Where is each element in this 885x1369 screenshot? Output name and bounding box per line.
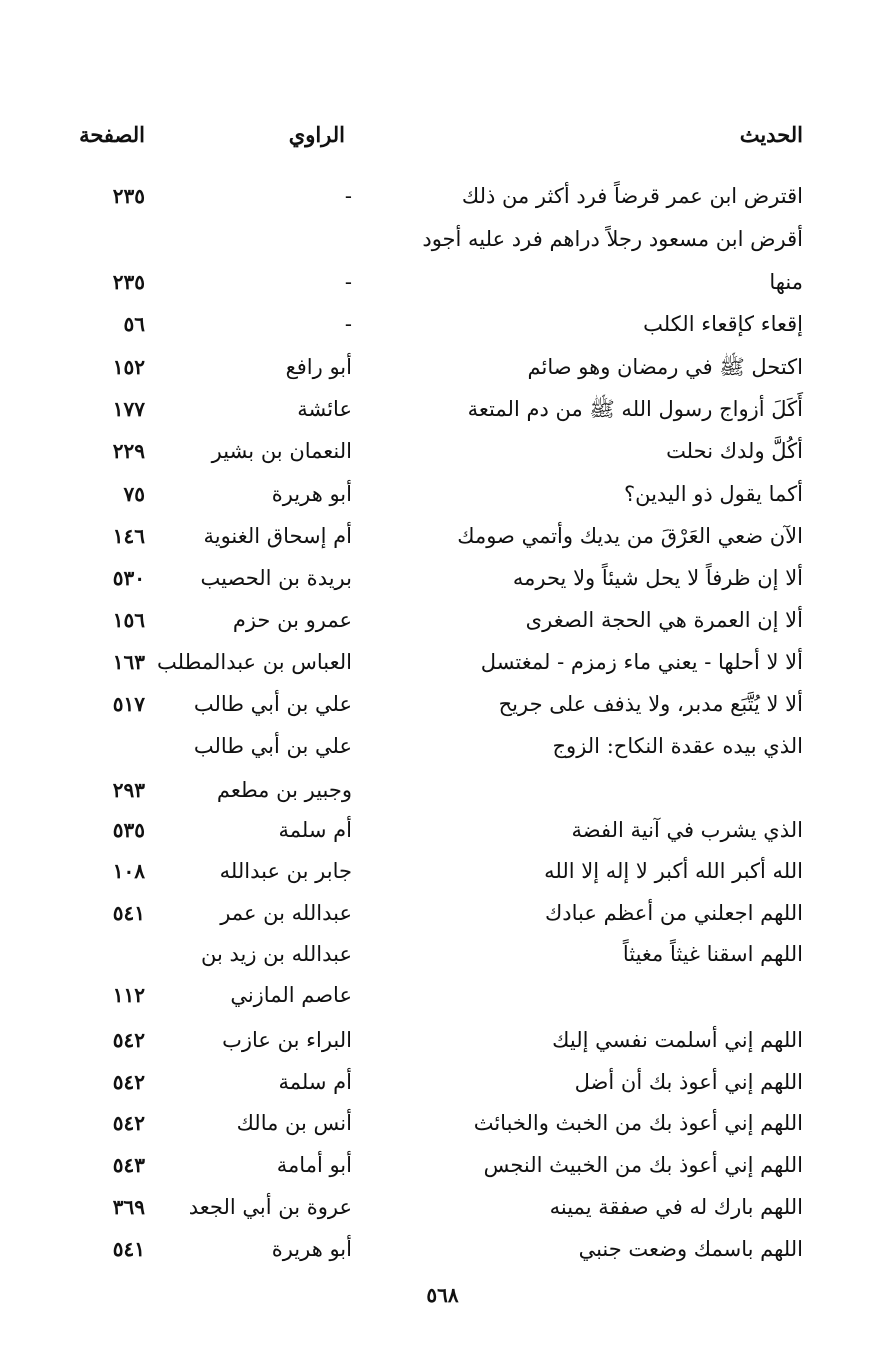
page-reference: ١٤٦ — [112, 524, 145, 548]
narrator-name: عاصم المازني — [230, 983, 352, 1007]
hadith-text: اللهم اسقنا غيثاً مغيثاً — [622, 942, 803, 966]
page-reference: ١٥٦ — [112, 608, 145, 632]
page-reference: ٥٤٢ — [112, 1028, 145, 1052]
page-reference: ٥٣٠ — [112, 566, 145, 590]
page-reference: ١٧٧ — [112, 397, 145, 421]
page-reference: ٣٦٩ — [112, 1195, 145, 1219]
page-reference: ٥٣٥ — [112, 818, 145, 842]
narrator-name: البراء بن عازب — [222, 1028, 352, 1052]
page-reference: ٥٤١ — [112, 1237, 145, 1261]
page-reference: ١١٢ — [112, 983, 145, 1007]
page-reference: ١٥٢ — [112, 355, 145, 379]
hadith-text: ألا لا يُتَّبَع مدبر، ولا يذفف على جريح — [498, 692, 803, 716]
page-reference: ٥٤١ — [112, 901, 145, 925]
page-reference: ٢٢٩ — [112, 439, 145, 463]
page-reference: ٧٥ — [123, 482, 145, 506]
page-reference: ٥٤٣ — [112, 1153, 145, 1177]
narrator-name: وجبير بن مطعم — [216, 778, 352, 802]
narrator-name: بريدة بن الحصيب — [200, 566, 352, 590]
narrator-name: عائشة — [297, 397, 352, 421]
hadith-text: أقرض ابن مسعود رجلاً دراهم فرد عليه أجود — [422, 227, 803, 251]
column-header-page: الصفحة — [79, 122, 145, 147]
narrator-name: أبو رافع — [285, 355, 352, 379]
hadith-text: أَكَلَ أزواج رسول الله ﷺ من دم المتعة — [467, 397, 803, 421]
page-reference: ٥٤٢ — [112, 1070, 145, 1094]
hadith-text: ألا إن ظرفاً لا يحل شيئاً ولا يحرمه — [512, 566, 803, 590]
narrator-name: أم سلمة — [278, 1070, 352, 1094]
page-reference: ٢٣٥ — [112, 184, 145, 208]
hadith-text: الآن ضعي العَرْقَ من يديك وأتمي صومك — [457, 524, 803, 548]
column-header-narrator: الراوي — [288, 122, 345, 147]
hadith-text: أكما يقول ذو اليدين؟ — [623, 482, 803, 506]
hadith-text: اللهم باسمك وضعت جنبي — [578, 1237, 803, 1261]
narrator-name: عبدالله بن زيد بن — [200, 942, 352, 966]
hadith-text: الله أكبر الله أكبر لا إله إلا الله — [544, 859, 803, 883]
hadith-text: ألا إن العمرة هي الحجة الصغرى — [525, 608, 803, 632]
column-header-hadith: الحديث — [739, 122, 803, 147]
hadith-text: إقعاء كإقعاء الكلب — [643, 312, 803, 336]
page-reference: ٥٦ — [123, 312, 145, 336]
hadith-text: اللهم إني أعوذ بك من الخبيث النجس — [483, 1153, 803, 1177]
hadith-text: اللهم إني أسلمت نفسي إليك — [552, 1028, 803, 1052]
narrator-name: عروة بن أبي الجعد — [188, 1195, 352, 1219]
narrator-name: أم إسحاق الغنوية — [203, 524, 352, 548]
hadith-text: أكُلَّ ولدك نحلت — [666, 439, 803, 463]
hadith-text: ألا لا أحلها - يعني ماء زمزم - لمغتسل — [480, 650, 803, 674]
narrator-name: النعمان بن بشير — [211, 439, 352, 463]
hadith-text: الذي يشرب في آنية الفضة — [571, 818, 803, 842]
narrator-name: علي بن أبي طالب — [193, 692, 352, 716]
narrator-name: عمرو بن حزم — [232, 608, 352, 632]
narrator-name: علي بن أبي طالب — [193, 734, 352, 758]
narrator-name: أبو هريرة — [271, 482, 352, 506]
narrator-name: - — [344, 184, 352, 208]
page-reference: ١٠٨ — [112, 859, 145, 883]
hadith-text: اكتحل ﷺ في رمضان وهو صائم — [527, 355, 803, 379]
narrator-name: عبدالله بن عمر — [220, 901, 352, 925]
page-reference: ٥١٧ — [112, 692, 145, 716]
narrator-name: أنس بن مالك — [236, 1111, 352, 1135]
page-reference: ١٦٣ — [112, 650, 145, 674]
hadith-text: الذي بيده عقدة النكاح: الزوج — [552, 734, 803, 758]
hadith-text: اللهم اجعلني من أعظم عبادك — [544, 901, 803, 925]
narrator-name: جابر بن عبدالله — [219, 859, 352, 883]
hadith-text: اللهم إني أعوذ بك أن أضل — [574, 1070, 803, 1094]
narrator-name: - — [344, 270, 352, 294]
page-number: ٥٦٨ — [426, 1283, 459, 1307]
page-reference: ٢٩٣ — [112, 778, 145, 802]
page-reference: ٥٤٢ — [112, 1111, 145, 1135]
narrator-name: - — [344, 312, 352, 336]
hadith-text: اللهم بارك له في صفقة يمينه — [549, 1195, 803, 1219]
page-reference: ٢٣٥ — [112, 270, 145, 294]
narrator-name: أبو أمامة — [276, 1153, 352, 1177]
narrator-name: أبو هريرة — [271, 1237, 352, 1261]
hadith-text: اللهم إني أعوذ بك من الخبث والخبائث — [473, 1111, 803, 1135]
narrator-name: أم سلمة — [278, 818, 352, 842]
hadith-text: منها — [769, 270, 803, 294]
narrator-name: العباس بن عبدالمطلب — [157, 650, 352, 674]
hadith-text: اقترض ابن عمر قرضاً فرد أكثر من ذلك — [461, 184, 803, 208]
